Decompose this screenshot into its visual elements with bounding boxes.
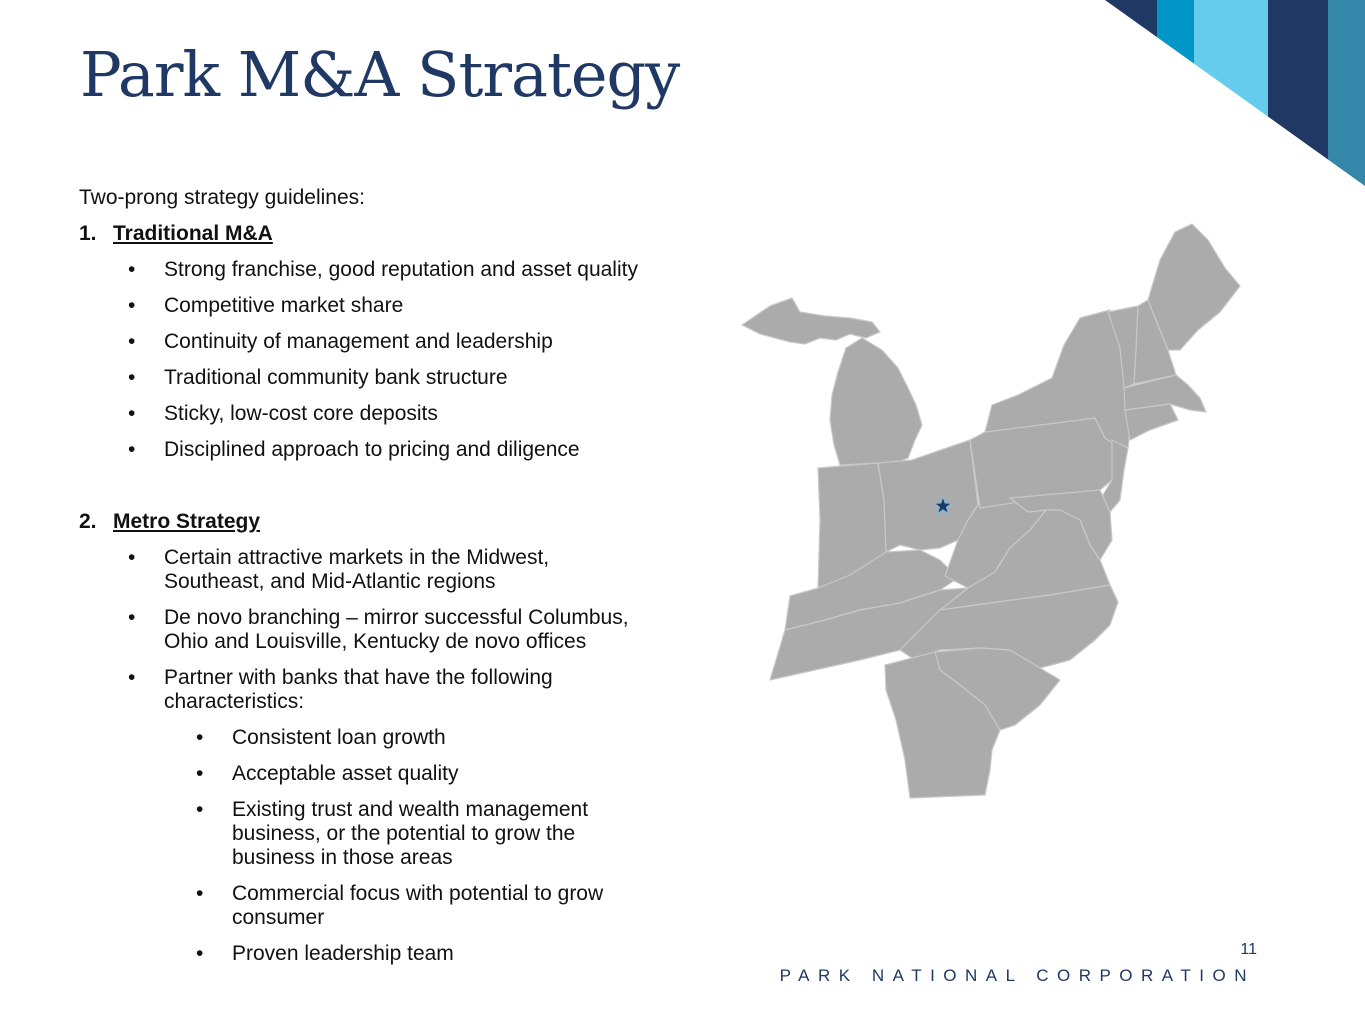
- maine: [1148, 224, 1240, 350]
- list-item: • De novo branching – mirror successful Columbus, Ohio and Louisville, Kentucky de novo offices: [128, 606, 629, 653]
- eastern-us-map: [736, 218, 1246, 808]
- list-item: • Continuity of management and leadership: [128, 330, 553, 353]
- section-title: Traditional M&A: [113, 222, 273, 245]
- page-number: 11: [1240, 941, 1257, 958]
- section-metro: [79, 510, 719, 534]
- connecticut: [1125, 404, 1178, 440]
- section-traditional: [79, 222, 719, 246]
- strategy-content: [79, 186, 719, 978]
- list-item: • Competitive market share: [128, 294, 404, 317]
- list-item: • Sticky, low-cost core deposits: [128, 402, 438, 425]
- section-title: Metro Strategy: [113, 510, 261, 533]
- michigan-lower-peninsula: [830, 338, 922, 465]
- list-item: • Certain attractive markets in the Midwest, Southeast, and Mid-Atlantic regions: [128, 546, 550, 593]
- list-item: • Strong franchise, good reputation and asset quality: [128, 258, 638, 281]
- intro-text: Two-prong strategy guidelines:: [79, 186, 365, 209]
- list-item: • Traditional community bank structure: [128, 366, 508, 389]
- slide-title: Park M&A Strategy: [80, 38, 680, 111]
- sub-list-item: • Existing trust and wealth management business, or the potential to grow the business in those areas: [196, 798, 589, 869]
- sub-list-item: • Consistent loan growth: [196, 726, 446, 749]
- michigan-upper-peninsula: [742, 298, 880, 344]
- sub-list-item: • Acceptable asset quality: [196, 762, 459, 785]
- sub-list-item: • Commercial focus with potential to grow consumer: [196, 882, 604, 929]
- list-item: • Partner with banks that have the following characteristics:: [128, 666, 553, 713]
- section-number: 2.: [79, 510, 97, 533]
- section-number: 1.: [79, 222, 97, 245]
- company-name-footer: PARK NATIONAL CORPORATION: [779, 966, 1255, 985]
- corner-decoration: [1105, 0, 1365, 186]
- sub-list-item: • Proven leadership team: [196, 942, 454, 965]
- list-item: • Disciplined approach to pricing and diligence: [128, 438, 580, 461]
